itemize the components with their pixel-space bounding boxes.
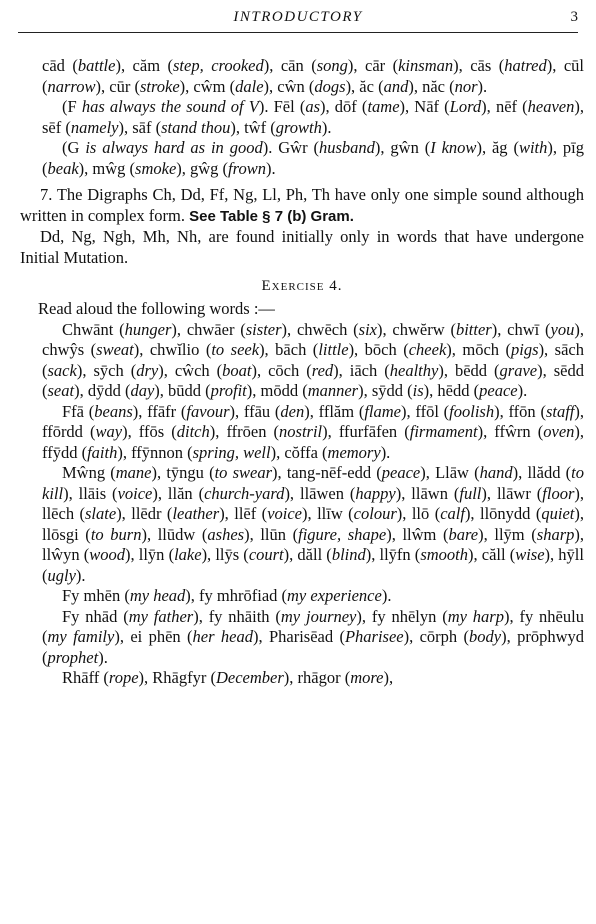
running-title: INTRODUCTORY — [233, 9, 363, 25]
paragraph-nh-ph-words: Fy nhād (my father), fy nhāith (my journey), fy nhēlyn (my harp), fy nhēulu (my family), ei phēn (her head), Pharisēad (Pharisee), cōrph (body), prōphwyd (prophet). — [42, 606, 584, 667]
paragraph-rh-words: Rhāff (rope), Rhāgfyr (December), rhāgor (more), — [62, 668, 394, 687]
page-number: 3 — [570, 9, 578, 25]
running-header — [18, 6, 578, 33]
paragraph-digraphs: 7. The Digraphs Ch, Dd, Ff, Ng, Ll, Ph, Th have only one simple sound although written in complex form. See Table § 7 (b) Gram. — [20, 185, 584, 225]
paragraph-ch-dd-words: Chwānt (hunger), chwāer (sister), chwēch (six), chwĕrw (bitter), chwī (you), chwŷs (sweat), chwĭlio (to seek), bāch (little), bōch (cheek), mōch (pigs), sāch (sack), sȳch (dry), cŵch (boat), cōch (red), iāch (healthy), bēdd (grave), sēdd (seat), dȳdd (day), būdd (profit), mōdd (manner), sȳdd (is), hēdd (peace). — [42, 319, 584, 400]
paragraph-read-aloud: Read aloud the following words :— — [38, 299, 275, 318]
paragraph-f-sound: (F has always the sound of V). Fēl (as), dōf (tame), Nāf (Lord), nēf (heaven), sēf (namely), sāf (stand thou), tŵf (growth). — [42, 97, 585, 137]
paragraph-g-sound: (G is always hard as in good). Gŵr (husband), gŵn (I know), ăg (with), pīg (beak), mŵg (smoke), gŵg (frown). — [42, 138, 584, 178]
paragraph-mutation: Dd, Ng, Ngh, Mh, Nh, are found initially only in words that have undergone Initial Mutation. — [20, 227, 584, 267]
page-body — [20, 56, 584, 689]
paragraph-ll-words: Mŵng (mane), tȳngu (to swear), tang-nēf-edd (peace), Llāw (hand), llădd (to kill), llāis (voice), llăn (church-yard), llāwen (happy), llāwn (full), llāwr (floor), llēch (slate), llēdr (leather), llēf (voice), llīw (colour), llō (calf), llōnydd (quiet), llōsgi (to burn), llūdw (ashes), llūn (figure, shape), llŵm (bare), llȳm (sharp), llŵyn (wood), llȳn (lake), llȳs (court), dăll (blind), llȳfn (smooth), căll (wise), hȳll (ugly). — [42, 463, 584, 585]
paragraph-c-words: cād (battle), căm (step, crooked), cān (song), cār (kinsman), cās (hatred), cūl (narrow), cūr (stroke), cŵm (dale), cŵn (dogs), ăc (and), năc (nor). — [42, 56, 584, 96]
paragraph-mh-words: Fy mhēn (my head), fy mhrōfiad (my experience). — [62, 586, 392, 605]
exercise-heading: Exercise 4. — [261, 278, 343, 294]
paragraph-ff-words: Ffā (beans), ffāfr (favour), ffāu (den), fflăm (flame), ffōl (foolish), ffōn (staff), ffōrdd (way), ffōs (ditch), ffrōen (nostril), ffurfāfen (firmament), ffŵrn (oven), ffȳdd (faith), ffȳnnon (spring, well), cŏffa (memory). — [42, 401, 585, 462]
